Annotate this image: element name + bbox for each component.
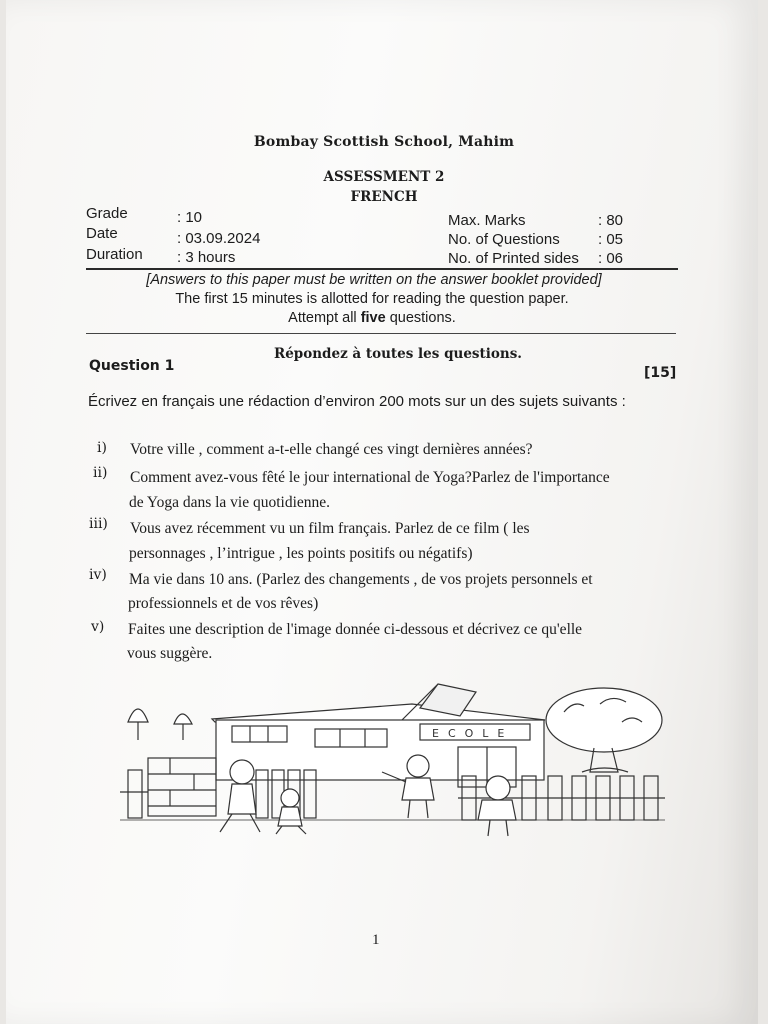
attempt-note: Attempt all five questions. — [288, 310, 456, 326]
date-value: : 03.09.2024 — [177, 230, 261, 247]
max-marks-label: Max. Marks — [448, 212, 526, 229]
date-label: Date — [86, 225, 118, 242]
item-text-iv-line2: professionnels et de vos rêves) — [128, 595, 319, 612]
item-number-v: v) — [91, 619, 105, 635]
duration-value: : 3 hours — [177, 249, 236, 266]
page-number: 1 — [372, 932, 380, 948]
item-number-iii: iii) — [89, 516, 108, 532]
item-text-v-line1: Faites une description de l'image donnée ci-dessous et décrivez ce qu'elle — [128, 621, 583, 638]
grade-label: Grade — [86, 205, 128, 222]
tree-left-2 — [174, 714, 192, 740]
assessment-title: ASSESSMENT 2 — [323, 169, 445, 185]
header-divider — [86, 268, 678, 270]
section-title: Répondez à toutes les questions. — [273, 346, 523, 362]
max-marks-value: : 80 — [598, 212, 624, 229]
item-number-ii: ii) — [93, 465, 108, 481]
item-text-ii-line2: de Yoga dans la vie quotidienne. — [129, 494, 331, 511]
small-child — [276, 789, 306, 834]
item-text-ii-line1: Comment avez-vous fêté le jour international de Yoga?Parlez de l'importance — [130, 469, 610, 486]
tree-right — [546, 688, 662, 772]
question-marks: [15] — [644, 365, 677, 381]
grade-value: : 10 — [177, 209, 203, 226]
item-text-iii-line2: personnages , l’intrigue , les points positifs ou négatifs) — [129, 545, 473, 562]
printed-sides-value: : 06 — [598, 250, 624, 267]
school-building — [212, 684, 545, 787]
school-scene-illustration — [120, 682, 665, 842]
instructions-divider — [86, 333, 676, 334]
tree-left-1 — [128, 709, 148, 740]
questions-value: : 05 — [598, 231, 624, 248]
question-prompt: Écrivez en français une rédaction d’environ 200 mots sur un des sujets suivants : — [88, 393, 626, 410]
item-number-i: i) — [97, 440, 107, 456]
child-with-backpack — [478, 776, 516, 836]
item-text-iv-line1: Ma vie dans 10 ans. (Parlez des changements , de vos projets personnels et — [129, 571, 593, 588]
item-text-v-line2: vous suggère. — [127, 645, 213, 662]
printed-sides-label: No. of Printed sides — [448, 250, 579, 267]
school-name: Bombay Scottish School, Mahim — [253, 134, 515, 150]
subject-title: FRENCH — [350, 189, 418, 205]
duration-label: Duration — [86, 246, 143, 263]
question-title: Question 1 — [89, 358, 175, 374]
answers-note: [Answers to this paper must be written on the answer booklet provided] — [146, 272, 602, 288]
questions-label: No. of Questions — [448, 231, 560, 248]
wall-left — [148, 758, 216, 816]
item-number-iv: iv) — [89, 567, 107, 583]
item-text-i: Votre ville , comment a-t-elle changé ces vingt dernières années? — [130, 441, 533, 458]
school-sign: ECOLE — [432, 727, 514, 740]
item-text-iii-line1: Vous avez récemment vu un film français. Parlez de ce film ( les — [130, 520, 530, 537]
reading-note: The first 15 minutes is allotted for reading the question paper. — [175, 291, 569, 307]
exam-page — [6, 0, 758, 1024]
